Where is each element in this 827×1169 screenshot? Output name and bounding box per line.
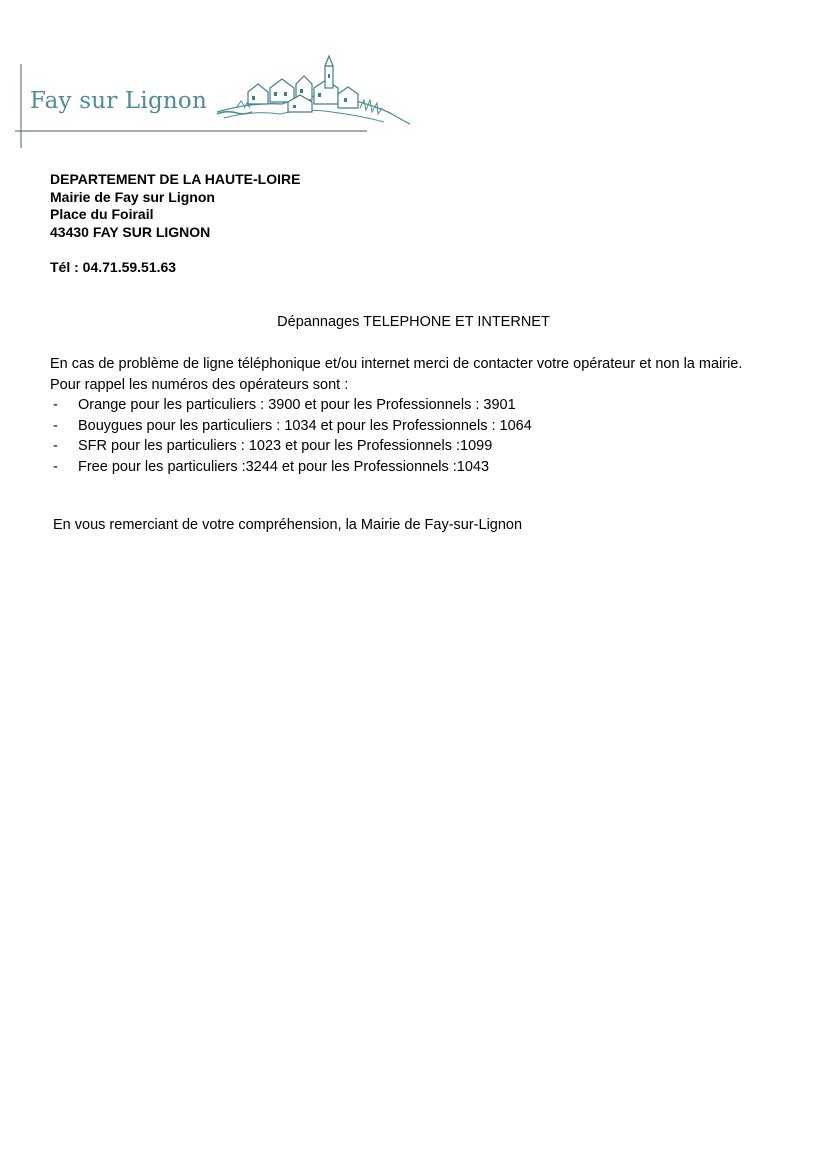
document-title: Dépannages TELEPHONE ET INTERNET — [277, 314, 550, 330]
list-item — [50, 416, 780, 437]
reminder-line: Pour rappel les numéros des opérateurs sont : — [50, 376, 349, 393]
sender-address — [50, 171, 300, 241]
notice-body — [50, 354, 780, 477]
closing-line: En vous remerciant de votre compréhension, la Mairie de Fay-sur-Lignon — [53, 517, 523, 533]
operator-orange: Orange pour les particuliers : 3900 et pour les Professionnels : 3901 — [78, 397, 516, 413]
bullet-dash: - — [53, 397, 58, 413]
list-item — [50, 395, 780, 416]
address-line-street: Place du Foirail — [50, 206, 154, 222]
list-item — [50, 457, 780, 478]
intro-paragraph: En cas de problème de ligne téléphonique et/ou internet merci de contacter votre opérateur et non la mairie. — [50, 356, 743, 372]
operator-free: Free pour les particuliers :3244 et pour les Professionnels :1043 — [78, 458, 490, 475]
address-line-mairie: Mairie de Fay sur Lignon — [50, 188, 215, 205]
operator-list — [50, 395, 780, 477]
operator-sfr: SFR pour les particuliers : 1023 et pour les Professionnels :1099 — [78, 438, 493, 454]
logo-wordmark: Fay sur Lignon — [30, 88, 207, 114]
bullet-dash: - — [53, 458, 58, 475]
list-item — [50, 436, 780, 457]
address-line-city: 43430 FAY SUR LIGNON — [50, 223, 211, 240]
bullet-dash: - — [53, 438, 58, 454]
address-line-department: DEPARTEMENT DE LA HAUTE-LOIRE — [50, 171, 301, 187]
bullet-dash: - — [53, 417, 58, 434]
operator-bouygues: Bouygues pour les particuliers : 1034 et pour les Professionnels : 1064 — [78, 417, 532, 434]
phone-number: Tél : 04.71.59.51.63 — [50, 259, 177, 275]
